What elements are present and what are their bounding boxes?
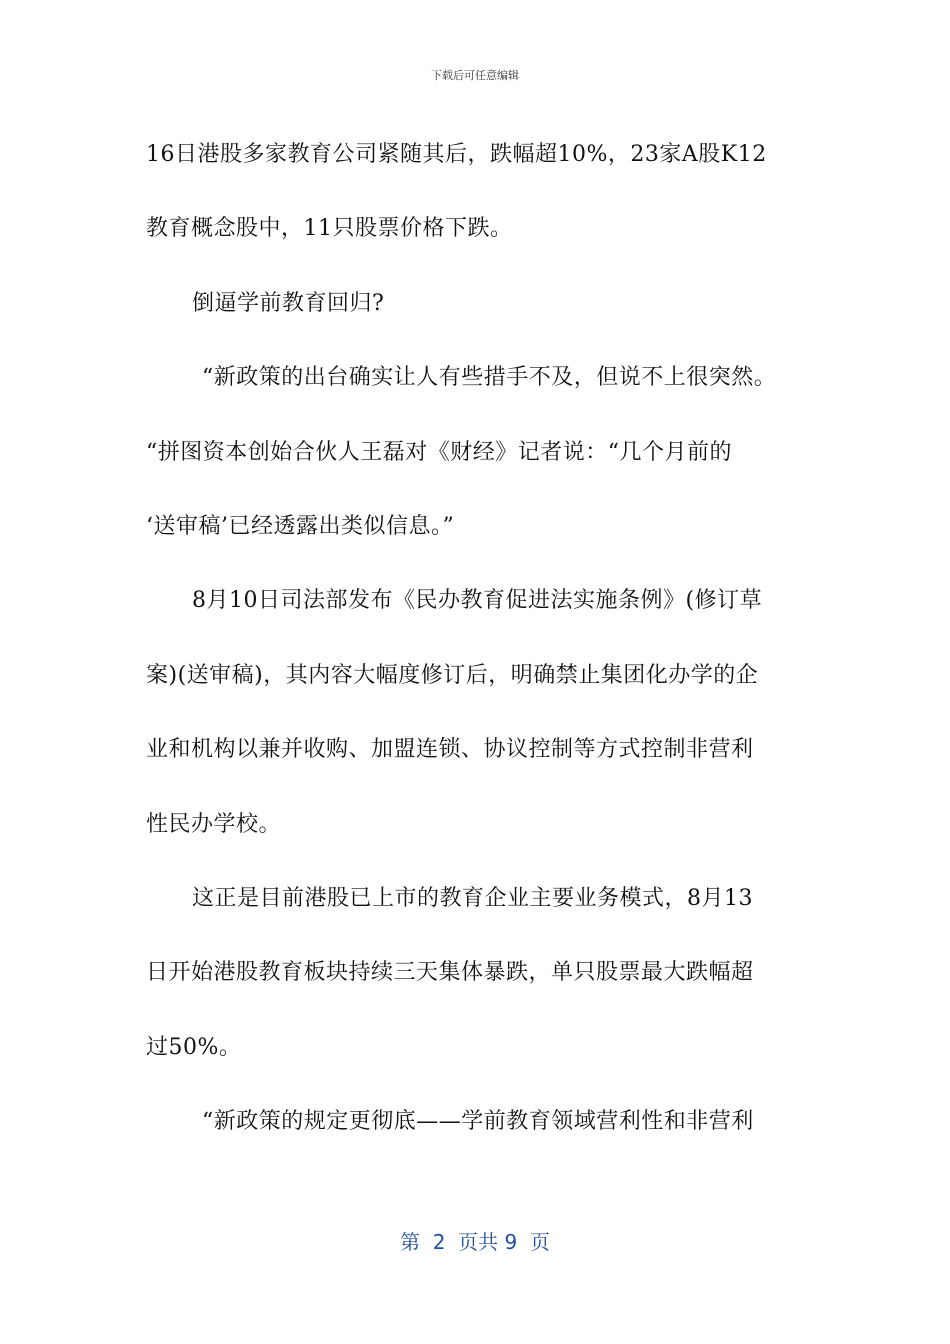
text-line: “新政策的规定更彻底——学前教育领域营利性和非营利 bbox=[202, 1109, 754, 1135]
page-number-footer: 第 2 页共 9 页 bbox=[400, 1230, 550, 1254]
page-header: 下载后可任意编辑 bbox=[431, 69, 519, 82]
text-line: 性民办学校。 bbox=[146, 811, 282, 837]
text-line: 日开始港股教育板块持续三天集体暴跌，单只股票最大跌幅超 bbox=[146, 960, 754, 986]
text-line: 8月10日司法部发布《民办教育促进法实施条例》(修订草 bbox=[192, 588, 763, 614]
text-line: 过50%。 bbox=[146, 1034, 242, 1060]
text-line: 这正是目前港股已上市的教育企业主要业务模式，8月13 bbox=[192, 885, 753, 911]
text-line: ‘送审稿’已经透露出类似信息。” bbox=[146, 513, 455, 539]
text-line: “拼图资本创始合伙人王磊对《财经》记者说：“几个月前的 bbox=[146, 439, 732, 465]
text-line: 教育概念股中，11只股票价格下跌。 bbox=[146, 216, 513, 242]
text-line: 16日港股多家教育公司紧随其后，跌幅超10%，23家A股K12 bbox=[146, 142, 767, 167]
document-body bbox=[146, 118, 814, 1159]
text-line: 业和机构以兼并收购、加盟连锁、协议控制等方式控制非营利 bbox=[146, 737, 754, 763]
section-heading: 倒逼学前教育回归? bbox=[192, 290, 385, 316]
text-line: 案)(送审稿)，其内容大幅度修订后，明确禁止集团化办学的企 bbox=[146, 662, 759, 688]
text-line: “新政策的出台确实让人有些措手不及，但说不上很突然。 bbox=[202, 365, 777, 391]
